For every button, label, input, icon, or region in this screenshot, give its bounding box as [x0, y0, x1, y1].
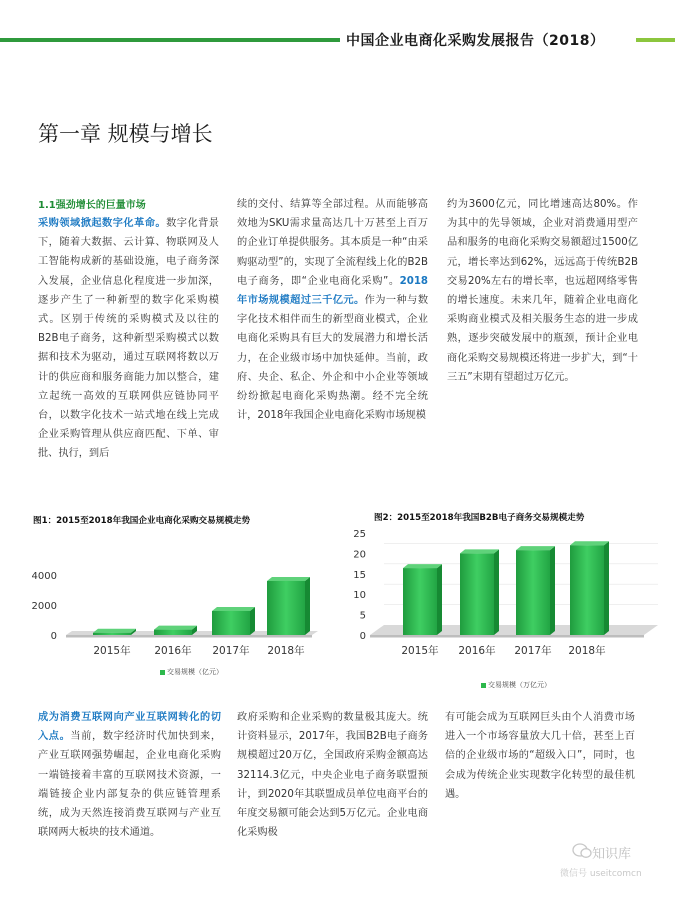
- chapter-title: 第一章 规模与增长: [38, 122, 213, 146]
- header-title: 中国企业电商化采购发展报告（2018）: [346, 33, 605, 49]
- section2-column-3: [445, 708, 635, 804]
- bar-side: [305, 577, 310, 635]
- y-tick-label: 5: [359, 610, 366, 622]
- bar-top: [460, 549, 499, 553]
- figure2-chart: [340, 525, 675, 660]
- watermark-name: 知识库: [592, 847, 632, 862]
- bar: [570, 545, 604, 635]
- x-tick-label: 2018年: [267, 645, 305, 657]
- chart-floor-edge: [66, 635, 312, 638]
- section1-col2-text1: 续的交付、结算等全部过程。从而能够高效地为SKU需求量高达几十万甚至上百万的企业订单提供服务。其本质是一种“由采购驱动型”的，实现了全流程线上化的B2B电子商务，即“企业电商化采购”。: [237, 199, 428, 287]
- section1-column-2: [237, 195, 428, 425]
- figure1-legend-swatch: [160, 670, 165, 675]
- y-tick-label: 10: [353, 590, 366, 602]
- section1-lead-2: 2018年市场规模超过三千亿元。: [237, 275, 428, 307]
- bar: [154, 630, 192, 635]
- section2-col3-text: 有可能会成为互联网巨头由个人消费市场进入一个市场容量放大几十倍，甚至上百倍的企业级市场的“超级入口”，同时，也会成为传统企业实现数字化转型的最佳机遇。: [445, 712, 635, 800]
- y-tick-label: 15: [353, 569, 366, 581]
- section2-col1-text: 当前，数字经济时代加快到来，产业互联网强势崛起，企业电商化采购一端链接着丰富的互联网技术资源，一端链接企业内部复杂的供应链管理系统，成为天然连接消费互联网与产业互联网两大板块的技术通道。: [38, 731, 222, 839]
- section1-col1-text: 数字化背景下，随着大数据、云计算、物联网及人工智能构成新的基础设施，电子商务深入发展，企业信息化程度进一步加深，逐步产生了一种新型的数字化采购模式。区别于传统的采购模式及以往的B2B电子商务，这种新型采购模式以数据和技术为驱动，通过互联网将数以万计的供应商和服务商能力加以整合，建立起统一高效的互联网供应链协同平台，以数字化技术一站式地在线上完成企业采购管理从供应商匹配、下单、审批、执行，到后: [38, 218, 219, 460]
- x-tick-label: 2016年: [154, 645, 192, 657]
- bar-top: [154, 626, 197, 630]
- chart-floor-edge: [370, 635, 644, 638]
- y-tick-label: 20: [353, 549, 366, 561]
- section1-column-1: [38, 197, 219, 464]
- y-tick-label: 25: [353, 529, 366, 540]
- bar-side: [550, 546, 555, 635]
- figure2-legend: [481, 680, 551, 690]
- section2-column-1: [38, 708, 221, 842]
- bar: [267, 581, 305, 635]
- header-bar-right: [636, 38, 675, 42]
- y-tick-label: 0: [359, 631, 366, 642]
- bar-side: [250, 607, 255, 635]
- bar-side: [437, 564, 442, 635]
- figure2-legend-label: 交易规模（万亿元）: [488, 681, 551, 689]
- section2-lead: 成为消费互联网向产业互联网转化的切入点。: [38, 712, 221, 743]
- bar-top: [212, 607, 255, 611]
- x-tick-label: 2017年: [514, 645, 552, 657]
- x-tick-label: 2016年: [458, 645, 496, 657]
- x-tick-label: 2018年: [568, 645, 606, 657]
- header-bar-left: [0, 38, 340, 42]
- bar-top: [403, 564, 442, 568]
- figure1-legend-label: 交易规模（亿元）: [167, 668, 223, 676]
- section2-col2-text: 政府采购和企业采购的数量极其庞大。统计资料显示，2017年，我国B2B电子商务规模超过20万亿，全国政府采购金额高达32114.3亿元，中央企业电子商务联盟预计，到2020年其联盟成员单位电商平台的年度交易额可能会达到5万亿元。企业电商化采购极: [237, 712, 428, 839]
- section2-column-2: [237, 708, 428, 842]
- watermark-sub: 微信号 useitcomcn: [560, 869, 642, 879]
- figure2-title: 图2：2015至2018年我国B2B电子商务交易规模走势: [374, 513, 585, 523]
- bar-top: [570, 541, 609, 545]
- y-tick-label: 0: [50, 631, 57, 642]
- bar: [212, 611, 250, 635]
- section1-lead-1: 采购领域掀起数字化革命。: [38, 218, 167, 229]
- bar-side: [604, 541, 609, 635]
- bar-top: [267, 577, 310, 581]
- bar: [460, 553, 494, 635]
- bar-side: [494, 549, 499, 635]
- bar-top: [516, 546, 555, 550]
- bar: [516, 550, 550, 635]
- bar: [403, 568, 437, 635]
- section1-col2-text2: 作为一种与数字化技术相伴而生的新型商业模式，企业电商化采购具有巨大的发展潜力和增长活力，在企业级市场中加快延伸。当前，政府、央企、私企、外企和中小企业等领域纷纷掀起电商化采购热潮。经不完全统计，2018年我国企业电商化采购市场规模: [237, 295, 429, 422]
- figure1-legend: [160, 667, 223, 677]
- section1-column-3: [447, 195, 638, 387]
- wechat-icon: [572, 842, 592, 860]
- y-tick-label: 2000: [31, 601, 57, 612]
- bar: [93, 633, 131, 635]
- figure1-chart: [0, 560, 340, 660]
- figure1-title: 图1：2015至2018年我国企业电商化采购交易规模走势: [33, 516, 251, 526]
- y-tick-label: 4000: [31, 571, 57, 582]
- x-tick-label: 2017年: [212, 645, 250, 657]
- x-tick-label: 2015年: [401, 645, 439, 657]
- section1-title: 1.1强劲增长的巨量市场: [38, 200, 146, 211]
- x-tick-label: 2015年: [93, 645, 131, 657]
- section1-col3-text: 约为3600亿元，同比增速高达80%。作为其中的先导领域，企业对消费通用型产品和服务的电商化采购交易额超过1500亿元，增长率达到62%，远远高于传统B2B交易20%左右的增长率，也远超网络零售的增长速度。未来几年，随着企业电商化采购商业模式及相关服务生态的进一步成熟，逐步突破发展中的瓶颈，预计企业电商化采购交易规模还将进一步扩大，到“十三五”末期有望超过万亿元。: [447, 199, 638, 383]
- figure2-legend-swatch: [481, 683, 486, 688]
- bar-top: [93, 629, 136, 633]
